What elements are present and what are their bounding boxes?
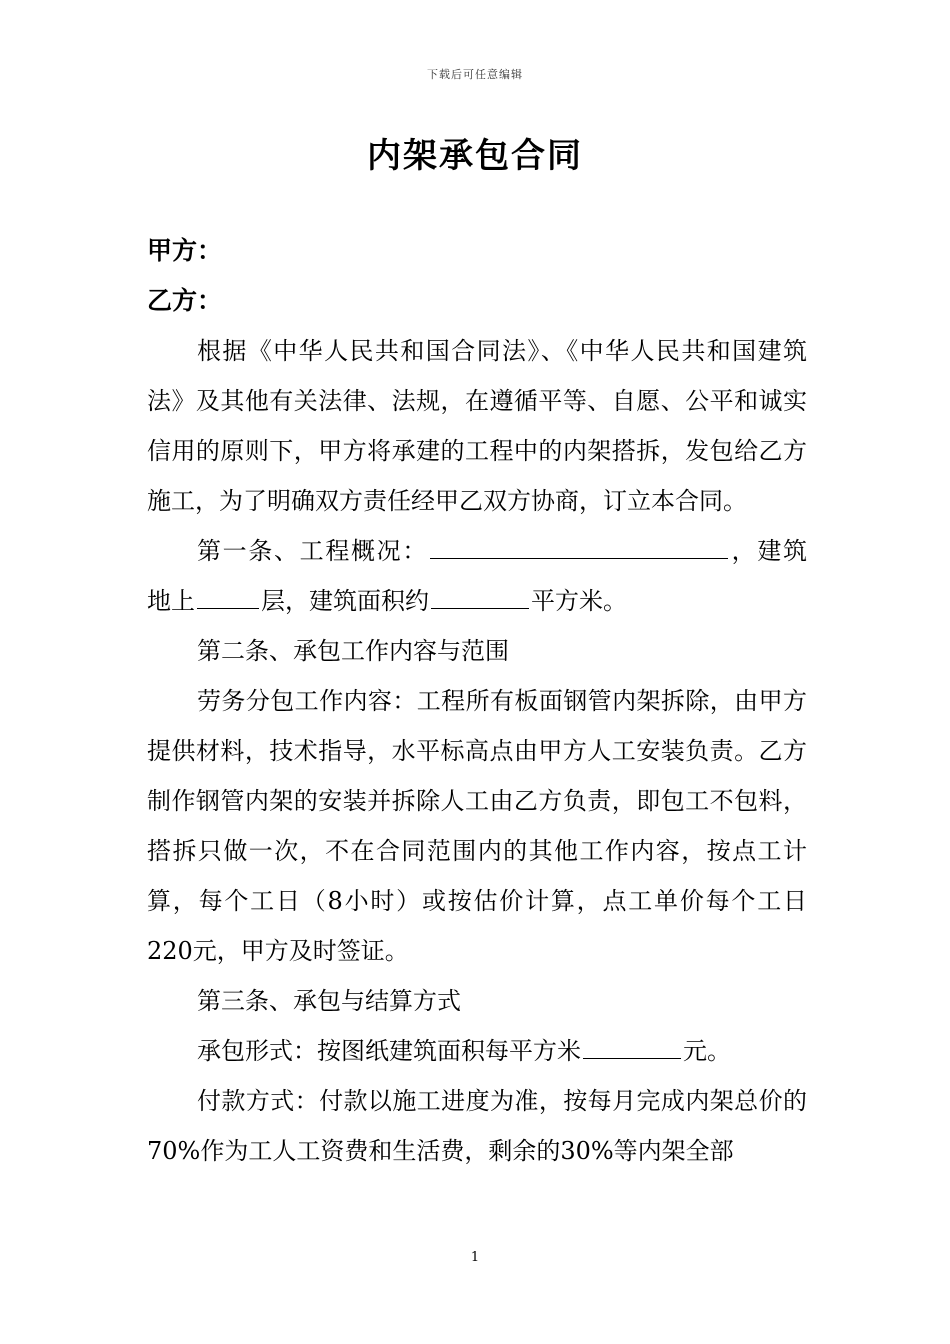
party-b-label: 乙方： (147, 286, 223, 315)
article-2-heading: 第二条、承包工作内容与范围 (197, 637, 509, 665)
article-1-paragraph (147, 526, 807, 626)
party-a-label: 甲方： (147, 236, 223, 265)
article-3-heading: 第三条、承包与结算方式 (197, 987, 461, 1015)
unit-price-blank (583, 1028, 681, 1059)
article-3-form (147, 1026, 807, 1076)
article-3-form-suffix: 元。 (683, 1037, 731, 1065)
floor-count-blank (197, 578, 259, 609)
project-overview-blank (430, 528, 728, 559)
article-3-payment: 付款方式：付款以施工进度为准，按每月完成内架总价的70%作为工人工资费和生活费，剩余的30%等内架全部 (147, 1087, 807, 1165)
article-2-body: 劳务分包工作内容：工程所有板面钢管内架拆除，由甲方提供材料，技术指导，水平标高点由甲方人工安装负责。乙方制作钢管内架的安装并拆除人工由乙方负责，即包工不包料，搭拆只做一次，不在合同范围内的其他工作内容，按点工计算，每个工日（8小时）或按估价计算，点工单价每个工日220元，甲方及时签证。 (147, 687, 807, 965)
building-area-blank (431, 578, 529, 609)
preamble-paragraph: 根据《中华人民共和国合同法》、《中华人民共和国建筑法》及其他有关法律、法规，在遵循平等、自愿、公平和诚实信用的原则下，甲方将承建的工程中的内架搭拆，发包给乙方施工，为了明确双方责任经甲乙双方协商，订立本合同。 (147, 337, 807, 515)
page-number: 1 (470, 1250, 480, 1265)
article-1-prefix: 第一条、工程概况： (197, 537, 428, 565)
header-note: 下载后可任意编辑 (427, 68, 523, 81)
document-title: 内架承包合同 (367, 136, 583, 176)
article-3-form-prefix: 承包形式：按图纸建筑面积每平方米 (197, 1037, 581, 1065)
contract-body (147, 226, 807, 1176)
article-1-suffix: 平方米。 (531, 587, 627, 615)
article-1-mid1: ，建筑地上 (147, 537, 807, 615)
article-1-mid2: 层，建筑面积约 (261, 587, 429, 615)
